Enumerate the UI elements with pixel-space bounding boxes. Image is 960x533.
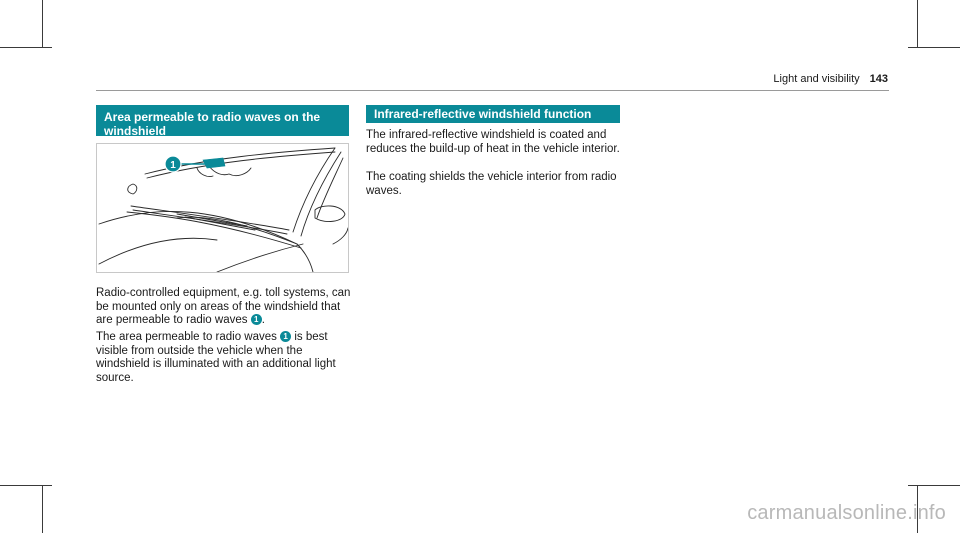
- left-paragraph-1-text: Radio-controlled equipment, e.g. toll systems, can be mounted only on areas of the windshield that are permeable to radio waves: [96, 287, 351, 326]
- crop-mark-top-left-horizontal: [0, 47, 52, 48]
- watermark: carmanualsonline.info: [747, 502, 946, 524]
- crop-mark-top-right-horizontal: [908, 47, 960, 48]
- left-paragraph-2-end: is best visible from outside the vehicle when the windshield is illuminated with an additional light source.: [96, 331, 336, 384]
- callout-number: 1: [170, 160, 176, 171]
- header-rule: [96, 90, 889, 91]
- left-section-heading: Area permeable to radio waves on the windshield: [96, 105, 349, 136]
- right-paragraph-2: The coating shields the vehicle interior from radio waves.: [366, 171, 617, 197]
- windshield-illustration: [97, 144, 348, 272]
- right-section-heading: Infrared-reflective windshield function: [366, 105, 620, 123]
- crop-mark-top-left-vertical: [42, 0, 43, 48]
- running-header: [773, 73, 888, 85]
- section-title: Light and visibility: [773, 73, 860, 85]
- callout-badge: 1: [251, 314, 262, 325]
- crop-mark-bottom-right-horizontal: [908, 485, 960, 486]
- left-paragraph-1-end: .: [261, 314, 265, 326]
- left-paragraph-2: [96, 331, 354, 385]
- crop-mark-bottom-left-horizontal: [0, 485, 52, 486]
- left-paragraph-2-start: The area permeable to radio waves: [96, 331, 277, 343]
- permeable-area-highlight: [203, 158, 225, 168]
- crop-mark-top-right-vertical: [917, 0, 918, 48]
- right-paragraph-1: The infrared-reflective windshield is coated and reduces the build-up of heat in the vehicle interior.: [366, 129, 620, 155]
- windshield-figure: [96, 143, 349, 273]
- crop-mark-bottom-left-vertical: [42, 485, 43, 533]
- page-number: 143: [869, 73, 888, 85]
- callout-badge: 1: [280, 331, 291, 342]
- left-paragraph-1: [96, 287, 354, 328]
